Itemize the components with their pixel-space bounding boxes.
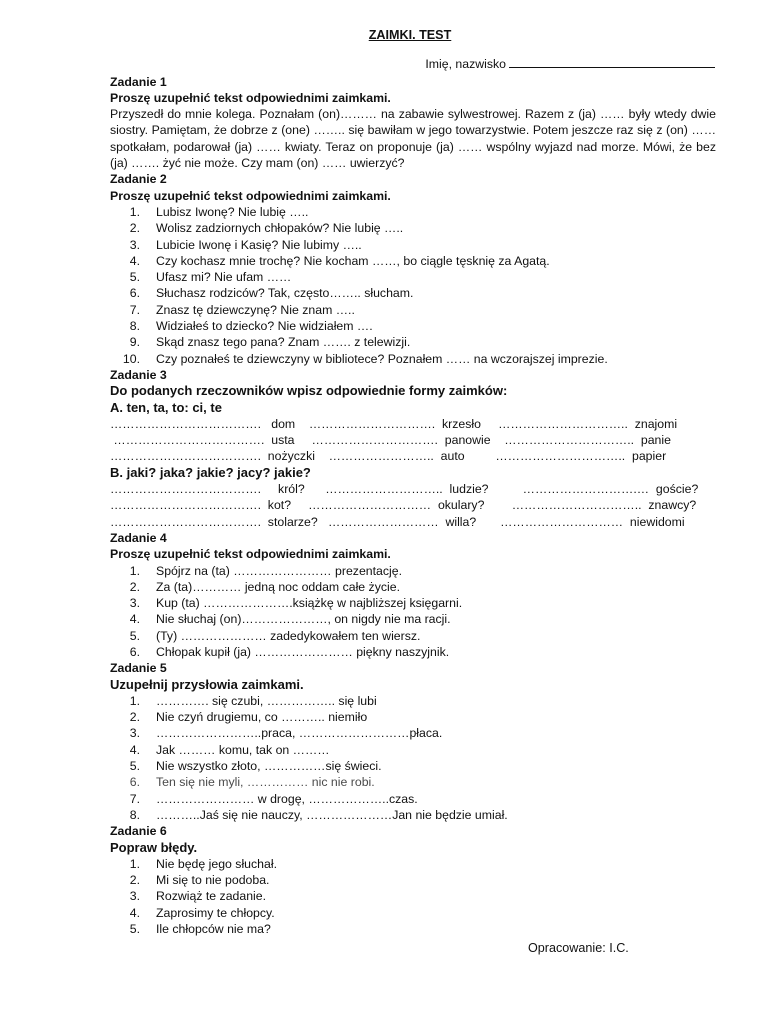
task-2-heading: Zadanie 2: [110, 172, 167, 187]
task-6-heading: Zadanie 6: [110, 824, 167, 839]
task-3-a-row: ………………………………. usta …………………………. panowie ………………………….. panie: [110, 433, 671, 448]
list-item: 1. Lubisz Iwonę? Nie lubię …..: [129, 204, 309, 219]
list-item: 6. Chłopak kupił (ja) …………………… piękny naszyjnik.: [129, 644, 450, 659]
task-5-list: [110, 693, 720, 823]
task-4-instruction: Proszę uzupełnić tekst odpowiednimi zaimkami.: [110, 547, 391, 562]
task-6-list: [110, 856, 720, 937]
name-blank-line: [509, 56, 715, 68]
footer-author: Opracowanie: I.C.: [528, 941, 629, 955]
task-3-a-row: ………………………………. nożyczki …………………….. auto ………………………….. papier: [110, 449, 667, 464]
task-1-instruction: Proszę uzupełnić tekst odpowiednimi zaimkami.: [110, 90, 391, 105]
task-3-b-row: ………………………………. stolarze? ……………………… willa? ………………………… niewidomi: [110, 514, 685, 529]
list-item: 8. Widziałeś to dziecko? Nie widziałem ….: [129, 319, 373, 334]
task-3-a-row: ………………………………. dom …………………………. krzesło ………………………….. znajomi: [110, 416, 678, 431]
task-5-heading: Zadanie 5: [110, 661, 167, 676]
list-item: 2. Wolisz zadziornych chłopaków? Nie lubię …..: [129, 221, 404, 236]
task-5-instruction: Uzupełnij przysłowia zaimkami.: [110, 676, 304, 692]
list-item: 4. Jak ……… komu, tak on ………: [129, 742, 330, 757]
page-title: ZAIMKI. TEST: [368, 28, 452, 42]
task-4-heading: Zadanie 4: [110, 530, 167, 545]
list-item: 8. ………..Jaś się nie nauczy, …………………Jan nie będzie umiał.: [129, 807, 508, 822]
task-3-b-row: ………………………………. kot? ………………………… okulary? ………………………….. znawcy?: [110, 498, 697, 513]
list-item: 10. Czy poznałeś te dziewczyny w bibliotece? Poznałem …… na wczorajszej imprezie.: [122, 351, 608, 366]
list-item: 6. Ten się nie myli, …………… nic nie robi.: [129, 775, 375, 790]
list-item: 5. (Ty) ………………… zadedykowałem ten wiersz.: [129, 628, 421, 643]
list-item: 3. Kup (ta) ………………….książkę w najbliższej księgarni.: [129, 596, 463, 611]
task-2-list: [110, 204, 720, 367]
name-field: [110, 56, 715, 72]
name-label: Imię, nazwisko: [425, 57, 506, 72]
task-4-list: [110, 563, 720, 661]
task-3-instruction: Do podanych rzeczowników wpisz odpowiednie formy zaimków:: [110, 383, 508, 399]
task-6-instruction: Popraw błędy.: [110, 839, 198, 855]
task-1-text: Przyszedł do mnie kolega. Poznałam (on)……… na zabawie sylwestrowej. Razem z (ja) …… były wtedy dwie siostry. Pamiętam, że dobrze z (one) …….. się bawiłam w jego towarzystwie. Potem jeszcze raz się z (on) …… spotkałam, podarował (ja) …… kwiaty. Teraz on proponuje (ja) …… wspólny wyjazd nad morze. Mówi, że bez (ja) ……. żyć nie może. Czy mam (on) …… uwierzyć?: [110, 107, 716, 171]
task-3-b-row: ………………………………. król? ……………………….. ludzie? ……………………….… goście?: [110, 482, 699, 497]
list-item: 2. Nie czyń drugiemu, co ……….. niemiło: [129, 710, 368, 725]
list-item: 7. Znasz tę dziewczynę? Nie znam …..: [129, 302, 355, 317]
list-item: 2. Za (ta)………… jedną noc oddam całe życie.: [129, 579, 400, 594]
task-1-heading: Zadanie 1: [110, 74, 167, 89]
list-item: 9. Skąd znasz tego pana? Znam ……. z telewizji.: [129, 335, 411, 350]
task-3-part-a-label: A. ten, ta, to: ci, te: [110, 399, 222, 415]
task-2-instruction: Proszę uzupełnić tekst odpowiednimi zaimkami.: [110, 188, 391, 203]
list-item: 3. ……………………..praca, ………………………płaca.: [129, 726, 443, 741]
list-item: 1. Nie będę jego słuchał.: [129, 856, 277, 871]
list-item: 2. Mi się to nie podoba.: [129, 873, 270, 888]
list-item: 5. Nie wszystko złoto, ……………się świeci.: [129, 759, 382, 774]
list-item: 1. …………. się czubi, …………….. się lubi: [129, 693, 377, 708]
task-3-part-b-label: B. jaki? jaka? jakie? jacy? jakie?: [110, 464, 311, 480]
list-item: 4. Nie słuchaj (on)…………………, on nigdy nie ma racji.: [129, 612, 451, 627]
list-item: 4. Czy kochasz mnie trochę? Nie kocham ……, bo ciągle tęsknię za Agatą.: [129, 253, 550, 268]
list-item: 3. Rozwiąż te zadanie.: [129, 889, 267, 904]
list-item: 4. Zaprosimy te chłopcy.: [129, 905, 275, 920]
list-item: 1. Spójrz na (ta) …………………… prezentację.: [129, 563, 403, 578]
list-item: 6. Słuchasz rodziców? Tak, często…….. słucham.: [129, 286, 414, 301]
list-item: 7. …………………… w drogę, ………………..czas.: [129, 791, 418, 806]
list-item: 3. Lubicie Iwonę i Kasię? Nie lubimy …..: [129, 237, 362, 252]
list-item: 5. Ile chłopców nie ma?: [129, 922, 271, 937]
task-3-heading: Zadanie 3: [110, 367, 167, 382]
list-item: 5. Ufasz mi? Nie ufam ……: [129, 270, 292, 285]
worksheet: [110, 27, 720, 937]
